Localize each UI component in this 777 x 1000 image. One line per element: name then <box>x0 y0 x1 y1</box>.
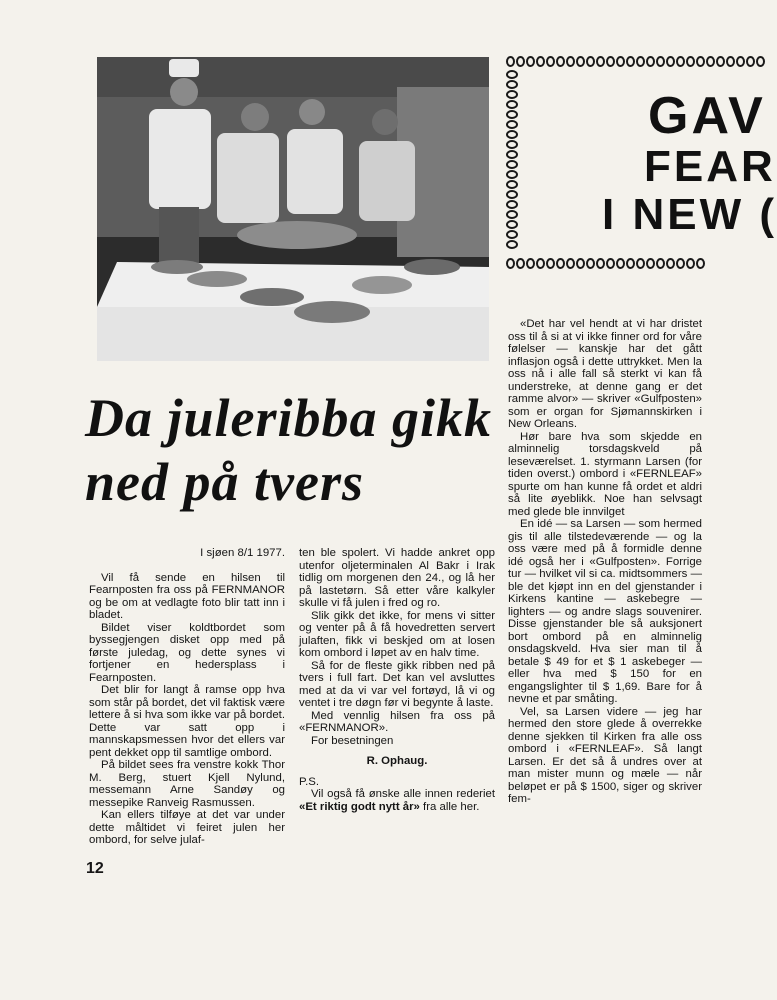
boxed-headline <box>506 56 777 274</box>
box-headline-line-1: GAV <box>648 87 766 145</box>
paragraph: Kan ellers tilføye at det var under dette måltidet vi feiret julen her ombord, for selve julaf- <box>89 809 285 846</box>
paragraph: På bildet sees fra venstre kokk Thor M. Berg, stuert Kjell Nylund, messemann Arne Sandøy og messepike Ranveig Rasmussen. <box>89 759 285 809</box>
paragraph: ten ble spolert. Vi hadde ankret opp utenfor oljeterminalen Al Bakr i Irak tidlig om morgenen den 24., og lå her på lastetørn. Så etter våre kalkyler skulle vi få julen i fred og ro. <box>299 547 495 609</box>
paragraph: Så for de fleste gikk ribben ned på tvers i full fart. Det kan vel avsluttes med at da vi var vel fortøyd, lå vi og ventet i tre døgn før vi begynte å laste. <box>299 659 495 709</box>
ring-border-left <box>506 70 520 256</box>
box-headline-line-2: FEAR <box>644 142 776 191</box>
signature: R. Ophaug. <box>366 755 428 767</box>
ring-border-top <box>506 56 766 70</box>
paragraph: Bildet viser koldtbordet som byssegjengen disket opp med på første juledag, og dette synes vi fortjener en hedersplass i Fearnposten. <box>89 621 285 684</box>
article-title-line-2: ned på tvers <box>85 452 364 512</box>
article-column-2 <box>299 547 495 813</box>
ring-border-bottom <box>506 258 706 272</box>
paragraph: Det blir for langt å ramse opp hva som står på bordet, det vil faktisk være lettere å si hva som ikke var på bordet. Dette var satt opp i mannskapsmessen hvor det ellers var pent dekket opp til samtlige ombord. <box>89 684 285 759</box>
paragraph: Vel, sa Larsen videre — jeg har hermed den store glede å overrekke denne sjekken til Kirken fra alle oss ombord i «FERNLEAF». Så langt Larsen. Er det så å undres over at man mister munn og mæle — når beløpet er på $ 1500, siger og skriver fem- <box>508 705 702 805</box>
ps-text-end: fra alle her. <box>419 800 480 813</box>
right-column <box>508 318 702 806</box>
ps-bold-text: «Et riktig godt nytt år» <box>299 800 420 813</box>
photo-icon <box>97 57 489 361</box>
paragraph: Hør bare hva som skjedde en alminnelig torsdagskveld på leseværelset. 1. styrmann Larsen (for tiden overst.) ombord i «FERNLEAF» spurte om han kunne få ordet et aldri så lite øyeblikk. Noe han selvsagt med glede ble innvilget <box>508 430 702 518</box>
paragraph: For besetningen <box>311 734 394 747</box>
page-number: 12 <box>86 860 104 877</box>
photo-buffet <box>97 57 489 361</box>
paragraph: Vil få sende en hilsen til Fearnposten fra oss på FERNMANOR og be om at vedlagte foto blir tatt inn i bladet. <box>89 571 285 621</box>
article-title-line-1: Da juleribba gikk <box>85 388 493 448</box>
paragraph: «Det har vel hendt at vi har dristet oss til å si at vi ikke finner ord for våre følelser — kanskje har det gått inflasjon også i dette uttrykket. Men la oss nå i alle fall så sterkt vi kan få understreke, at denne gang er det ramme alvor» — skriver «Gulfposten» som er organ for Sjømannskirken i New Orleans. <box>508 318 702 430</box>
article-column-1 <box>89 547 285 847</box>
paragraph: En idé — sa Larsen — som hermed gis til alle tilstedeværende — og la oss være med på å formidle denne idé også her i «Gulfposten». Forrige tur — hvilket vil si ca. midtsommers — ble det kjøpt inn en del gjenstander i Kirkens kantine — askebegre — lighters — og andre slags souvenirer. Disse gjenstander ble så auksjonert bort ombord på en alminnelig onsdagskveld. Hva sier man til å betale $ 49 for et $ 1 askebeger — eller hva med $ 150 for en engangslighter til $ 1,69. Bare for å nevne et par småting. <box>508 518 702 705</box>
ps-text: Vil også få ønske alle innen rederiet <box>311 788 495 800</box>
ps-label: P.S. <box>299 775 320 788</box>
paragraph: Slik gikk det ikke, for mens vi sitter og venter på å få hovedretten servert julaften, fikk vi beskjed om at losen kom ombord i løpet av en halv time. <box>299 609 495 659</box>
box-headline-line-3: I NEW ( <box>602 190 777 239</box>
ps-paragraph <box>299 788 495 813</box>
dateline: I sjøen 8/1 1977. <box>200 547 285 559</box>
paragraph: Med vennlig hilsen fra oss på «FERNMANOR». <box>299 709 495 734</box>
